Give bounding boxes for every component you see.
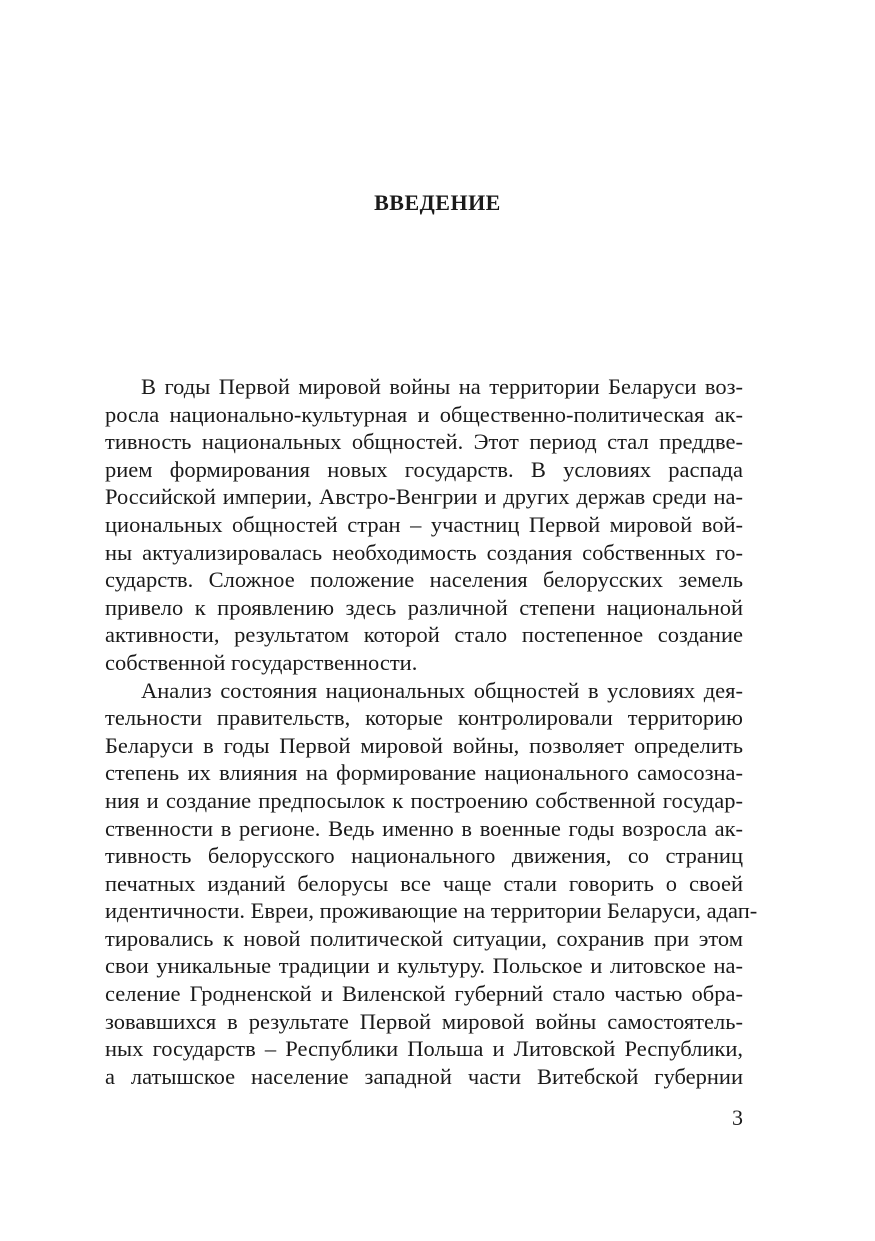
text-line: Беларуси в годы Первой мировой войны, позволяет определить xyxy=(105,732,743,758)
text-line: ственности в регионе. Ведь именно в военные годы возросла ак- xyxy=(105,815,743,841)
body-text xyxy=(105,373,758,1090)
text-line: Российской империи, Австро-Венгрии и других держав среди на- xyxy=(105,484,743,510)
page-number: 3 xyxy=(732,1105,743,1130)
text-line: тировались к новой политической ситуации, сохранив при этом xyxy=(105,925,743,951)
text-line: тельности правительств, которые контролировали территорию xyxy=(105,705,743,731)
text-line: зовавшихся в результате Первой мировой войны самостоятель- xyxy=(105,1008,743,1034)
text-line: ных государств – Республики Польша и Литовской Республики, xyxy=(105,1036,743,1062)
text-line: а латышское население западной части Витебской губернии xyxy=(105,1063,743,1089)
text-line: собственной государственности. xyxy=(105,649,418,675)
text-line: рием формирования новых государств. В условиях распада xyxy=(105,456,743,482)
text-line: тивность белорусского национального движения, со страниц xyxy=(105,843,743,869)
text-line: тивность национальных общностей. Этот период стал преддве- xyxy=(105,429,743,455)
text-line: В годы Первой мировой войны на территории Беларуси воз- xyxy=(141,374,743,399)
text-line: привело к проявлению здесь различной степени национальной xyxy=(105,594,743,620)
text-line: ния и создание предпосылок к построению собственной государ- xyxy=(105,787,743,813)
text-line: селение Гродненской и Виленской губерний стало частью обра- xyxy=(105,981,743,1007)
text-line: свои уникальные традиции и культуру. Польское и литовское на- xyxy=(105,953,743,979)
text-line: ны актуализировалась необходимость создания собственных го- xyxy=(105,539,743,565)
text-line: Анализ состояния национальных общностей в условиях дея- xyxy=(141,677,743,703)
text-line: печатных изданий белорусы все чаще стали говорить о своей xyxy=(105,870,743,896)
text-line: идентичности. Евреи, проживающие на территории Беларуси, адап- xyxy=(105,898,758,924)
text-line: росла национально-культурная и общественно-политическая ак- xyxy=(105,401,743,427)
section-heading: ВВЕДЕНИЕ xyxy=(374,190,501,215)
paragraph-2 xyxy=(105,677,758,1091)
text-line: циональных общностей стран – участниц Первой мировой вой- xyxy=(105,511,743,537)
text-line: активности, результатом которой стало постепенное создание xyxy=(105,622,743,648)
text-line: степень их влияния на формирование национального самосозна- xyxy=(105,760,743,786)
paragraph-1 xyxy=(105,373,743,677)
text-line: сударств. Сложное положение населения белорусских земель xyxy=(105,567,743,593)
